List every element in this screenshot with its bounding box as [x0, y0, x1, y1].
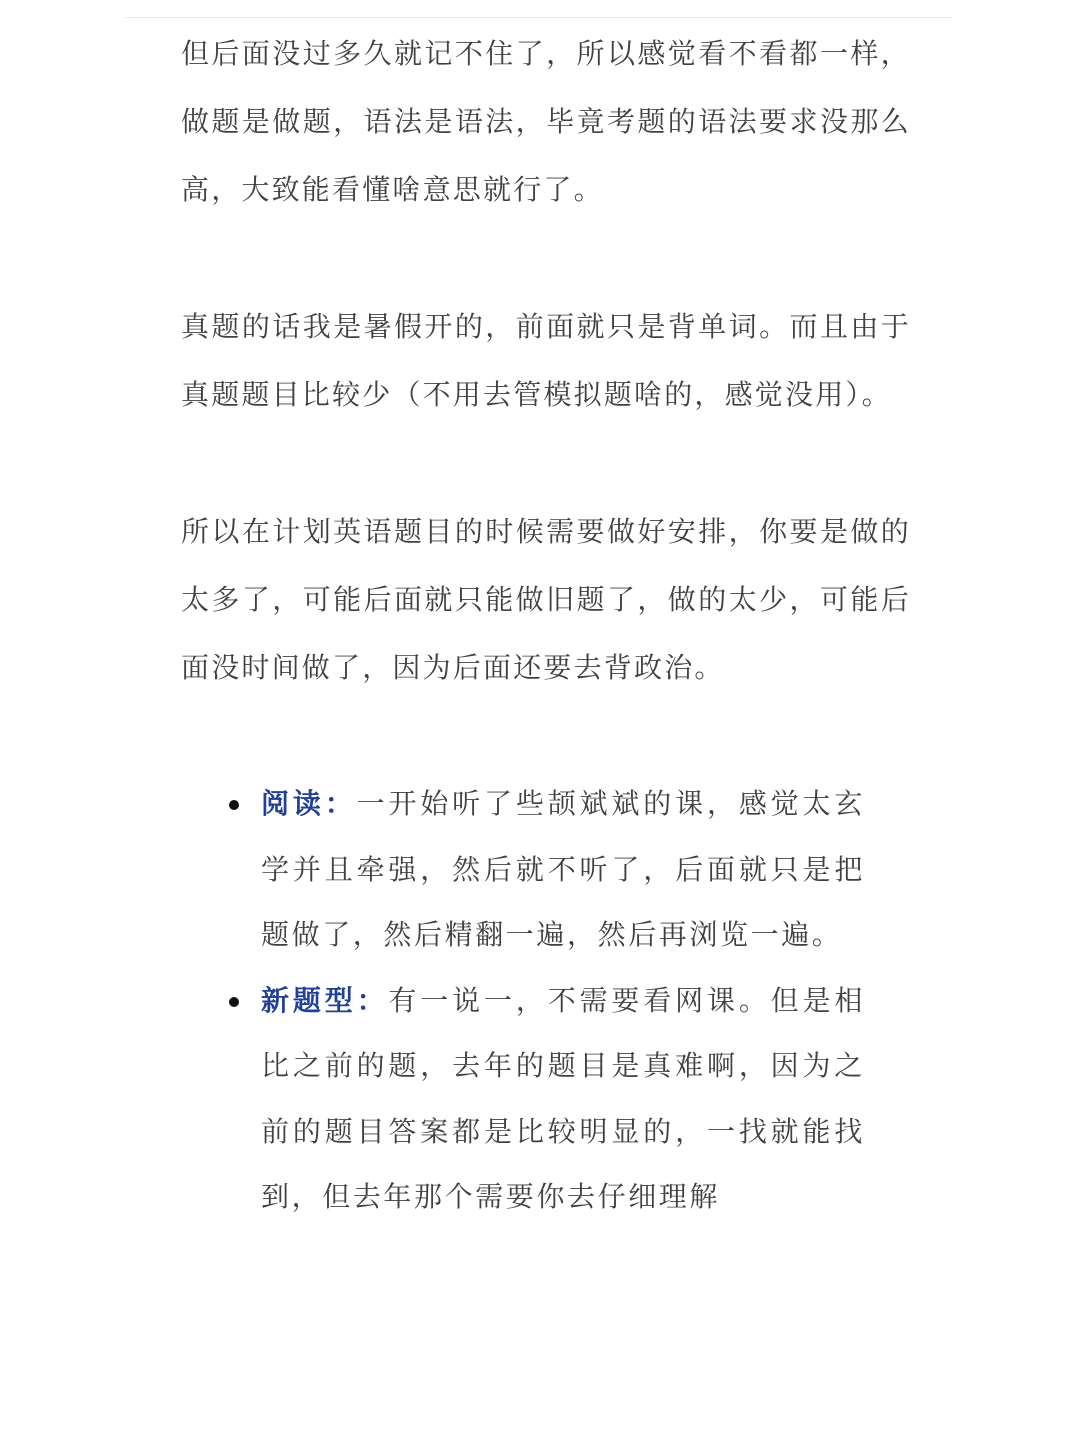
top-divider	[125, 17, 953, 18]
tips-list	[181, 771, 911, 1230]
paragraph-grammar-note: 但后面没过多久就记不住了，所以感觉看不看都一样，做题是做题，语法是语法，毕竟考题的语法要求没那么高，大致能看懂啥意思就行了。	[181, 37, 911, 206]
list-item-text: 有一说一，不需要看网课。但是相比之前的题，去年的题目是真难啊，因为之前的题目答案都是比较明显的，一找就能找到，但去年那个需要你去仔细理解	[261, 983, 865, 1213]
list-item-text: 一开始听了些颉斌斌的课，感觉太玄学并且牵强，然后就不听了，后面就只是把题做了，然后精翻一遍，然后再浏览一遍。	[261, 787, 865, 951]
bullet-dot-icon	[229, 997, 239, 1007]
list-item-label: 新题型：	[261, 983, 389, 1017]
paragraph-past-papers: 真题的话我是暑假开的，前面就只是背单词。而且由于真题题目比较少（不用去管模拟题啥的，感觉没用）。	[181, 310, 911, 411]
list-item-reading	[181, 771, 865, 968]
paragraph-planning: 所以在计划英语题目的时候需要做好安排，你要是做的太多了，可能后面就只能做旧题了，做的太少，可能后面没时间做了，因为后面还要去背政治。	[181, 515, 911, 684]
article-body	[181, 20, 911, 1230]
list-item-new-question-type	[181, 968, 865, 1230]
bullet-dot-icon	[229, 800, 239, 810]
list-item-label: 阅读：	[261, 787, 357, 820]
